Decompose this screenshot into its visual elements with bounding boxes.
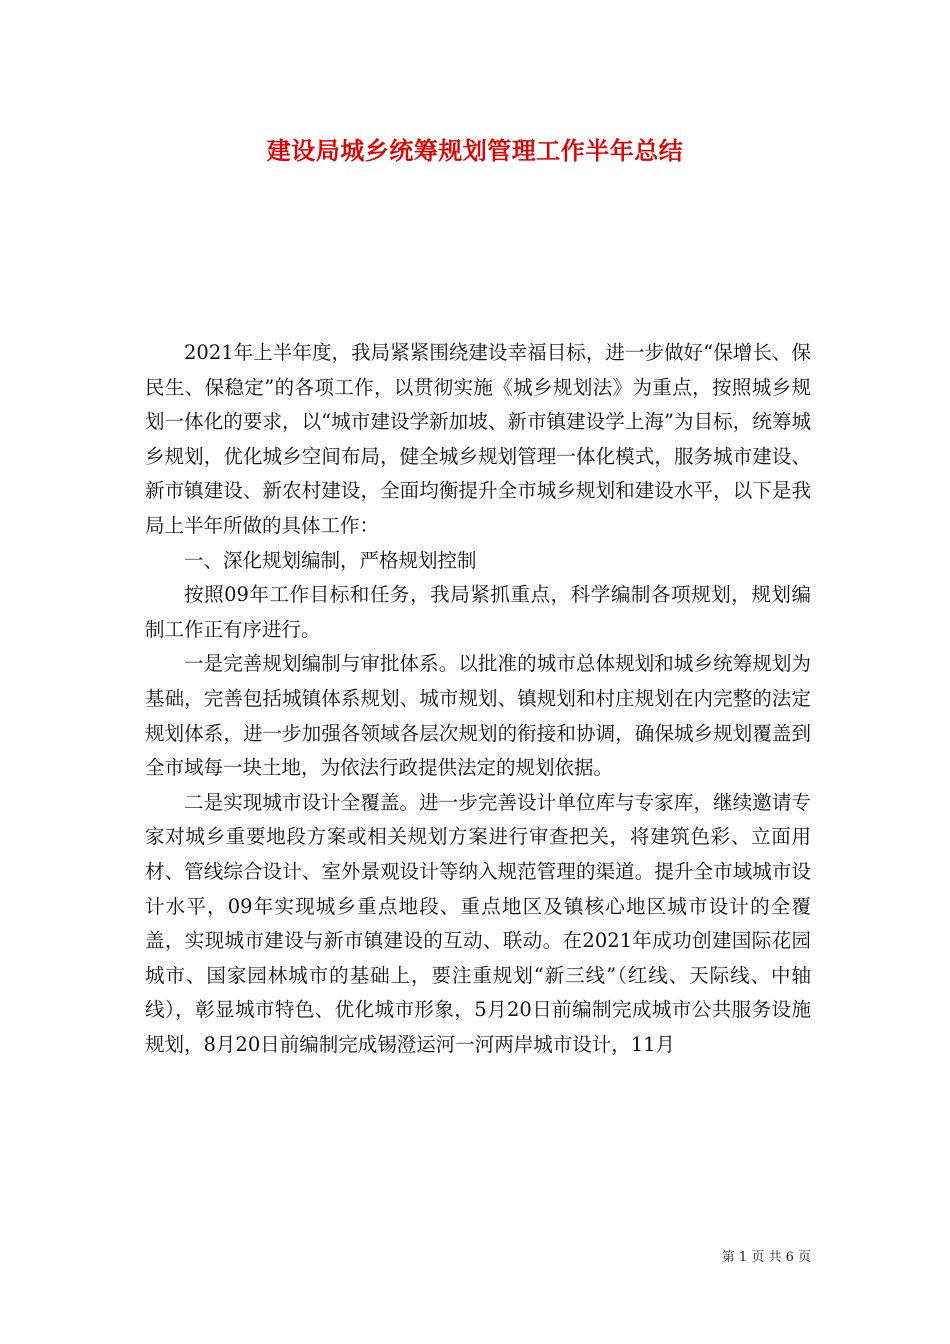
section-heading-1: 一、深化规划编制，严格规划控制 [184, 548, 477, 572]
paragraph-point-1: 一是完善规划编制与审批体系。以批准的城市总体规划和城乡统筹规划为基础，完善包括城镇体系规划、城市规划、镇规划和村庄规划在内完整的法定规划体系，进一步加强各领域各层次规划的衔接和协调，确保城乡规划覆盖到全市域每一块土地，为依法行政提供法定的规划依据。 [145, 652, 811, 780]
paragraph-point-2: 二是实现城市设计全覆盖。进一步完善设计单位库与专家库，继续邀请专家对城乡重要地段方案或相关规划方案进行审查把关，将建筑色彩、立面用材、管线综合设计、室外景观设计等纳入规范管理的渠道。提升全市域城市设计水平，09年实现城乡重点地段、重点地区及镇核心地区城市设计的全覆盖，实现城市建设与新市镇建设的互动、联动。在2021年成功创建国际花园城市、国家园林城市的基础上，要注重规划“新三线”（红线、天际线、中轴线），彰显城市特色、优化城市形象，5月20日前编制完成城市公共服务设施规划，8月20日前编制完成锡澄运河一河两岸城市设计，11月 [145, 790, 811, 1056]
document-body [145, 336, 811, 1062]
paragraph-intro: 2021年上半年度，我局紧紧围绕建设幸福目标，进一步做好“保增长、保民生、保稳定”的各项工作，以贯彻实施《城乡规划法》为重点，按照城乡规划一体化的要求，以“城市建设学新加坡、新市镇建设学上海”为目标，统筹城乡规划，优化城乡空间布局，健全城乡规划管理一体化模式，服务城市建设、新市镇建设、新农村建设，全面均衡提升全市城乡规划和建设水平，以下是我局上半年所做的具体工作： [145, 341, 811, 537]
document-title: 建设局城乡统筹规划管理工作半年总结 [266, 136, 684, 165]
page-number-footer: 第 1 页 共 6 页 [721, 1250, 811, 1265]
paragraph-section-1-overview: 按照09年工作目标和任务，我局紧抓重点，科学编制各项规划，规划编制工作正有序进行。 [145, 583, 811, 641]
